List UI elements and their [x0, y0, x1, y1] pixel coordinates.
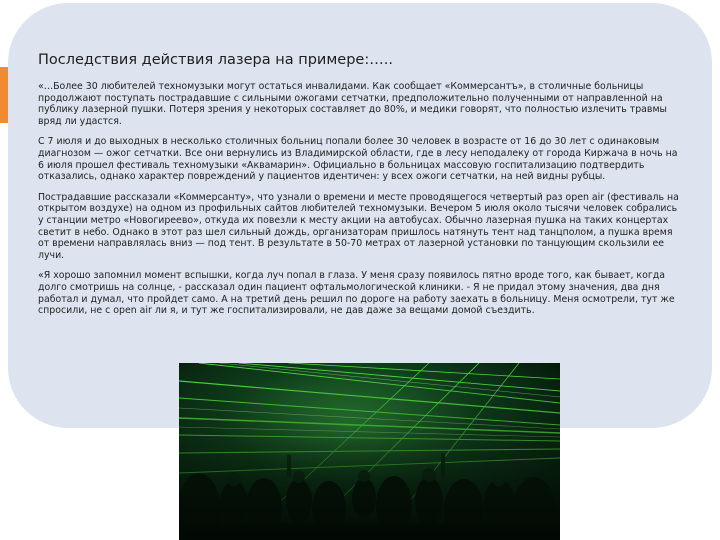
paragraph-2: С 7 июля и до выходных в несколько столичных больниц попали более 30 человек в возрасте от 16 до 30 лет с одинаковым диагнозом — ожог сетчатки. Все они вернулись из Владимирской области, где в лесу неподалеку от города Киржача в ночь на 6 июля прошел фестиваль техномузыки «Аквамарин». Официально в больницах массовую госпитализацию подтвердить отказались, однако характер повреждений у пациентов идентичен: у всех ожоги сетчатки, на ней видны рубцы.	[38, 136, 678, 183]
body-text	[38, 81, 683, 326]
paragraph-3: Пострадавшие рассказали «Коммерсанту», что узнали о времени и месте проводящегося четвертый раз open air (фестиваль на открытом воздухе) на одном из профильных сайтов любителей техномузыки. Вечером 5 июля около тысячи человек собрались у станции метро «Новогиреево», откуда их повезли к месту акции на автобусах. Обычно лазерная пушка на таких концертах светит в небо. Однако в этот раз шел сильный дождь, организаторам пришлось натянуть тент над танцполом, а пушка время от времени направлялась вниз — под тент. В результате в 50-70 метрах от лазерной установки по танцующим скользили ее лучи.	[38, 191, 679, 261]
paragraph-1: «…Более 30 любителей техномузыки могут остаться инвалидами. Как сообщает «Коммерсантъ», в столичные больницы продолжают поступать пострадавшие с сильными ожогами сетчатки, предположительно полученными от направленной на публику лазерной пушки. Потеря зрения у некоторых составляет до 80%, и медики говорят, что полностью излечить травмы вряд ли удастся.	[38, 81, 667, 127]
paragraph-4: «Я хорошо запомнил момент вспышки, когда луч попал в глаза. У меня сразу появилось пятно вроде того, как бывает, когда долго смотришь на солнце, - рассказал один пациент офтальмологической клиники. - Я не придал этому значения, два дня работал и думал, что пройдет само. А на третий день решил по дороге на работу заехать в больницу. Меня осмотрели, тут же спросили, не с open air ли я, и тут же госпитализировали, не дав даже за вещами домой съездить.	[38, 270, 675, 317]
slide-title: Последствия действия лазера на примере:…..	[38, 52, 393, 68]
accent-bar	[0, 67, 8, 123]
laser-concert-image	[179, 363, 560, 540]
laser-concert-photo	[179, 363, 560, 540]
